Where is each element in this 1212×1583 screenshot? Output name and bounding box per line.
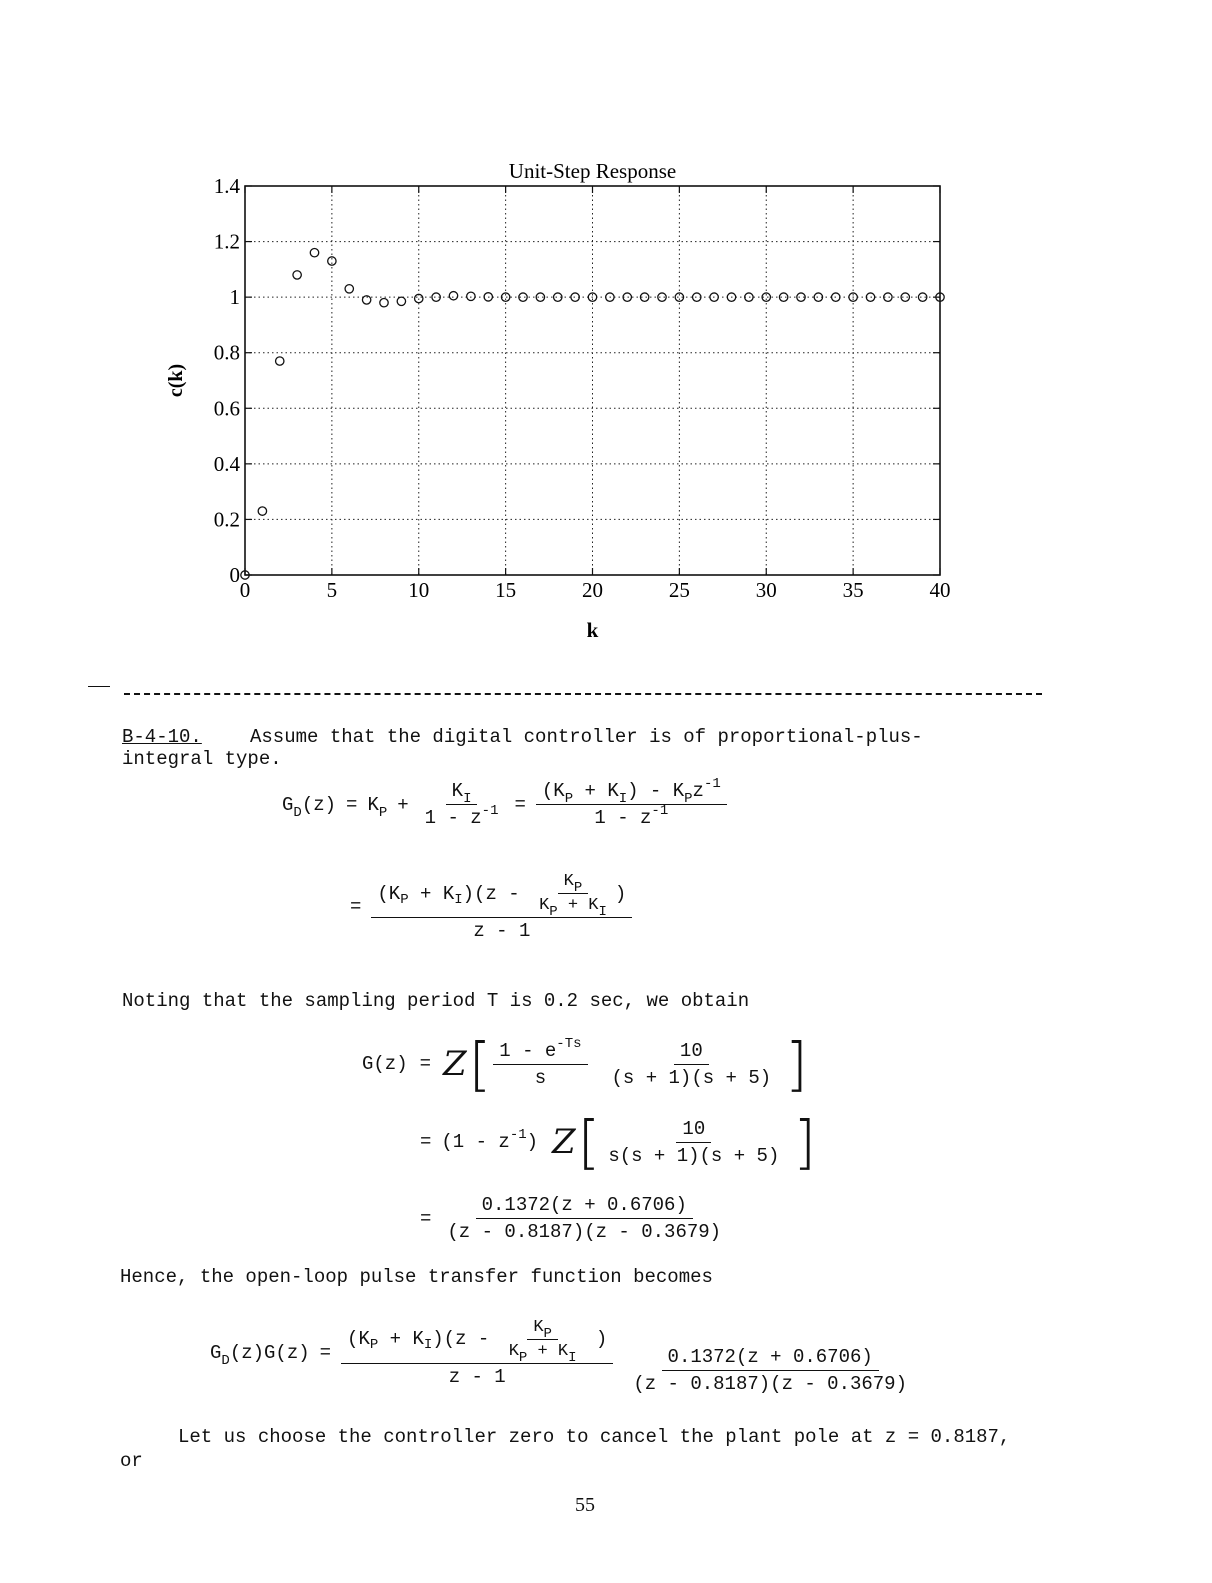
unit-step-response-chart: [150, 150, 970, 650]
y-tick-label: 0.4: [213, 451, 240, 476]
x-tick-label: 40: [929, 578, 951, 602]
combined-fraction: $\frac{(K_P + K_I) - K_Pz^{-1}}{1 - z^{-1}}$: [536, 780, 727, 829]
y-tick-label: 1.2: [213, 229, 240, 254]
data-point: [397, 297, 405, 305]
left-edge-mark: [88, 686, 110, 687]
y-axis-label: c(k): [165, 363, 187, 398]
data-point: [310, 248, 318, 256]
x-tick-label: 0: [239, 578, 251, 602]
equation-pi-controller: $G_D(z)$ = $K_P$ + $\frac{K_I}{1 - z^{-1}}$ = $\frac{(K_P + K_I) - K_Pz^{-1}}{1 - z^{-1}}$: [282, 780, 727, 829]
y-tick-label: 1.4: [213, 174, 240, 198]
ki-fraction: $\frac{K_I}{1 - z^{-1}}$: [424, 780, 499, 829]
x-tick-label: 5: [326, 578, 338, 602]
equation-open-loop: $G_D(z)G(z)$ = (K P + K I )(z - $\frac{K_P}{K_P + K_I}$ ) z - 1 $\frac{0.1372(z + 0.6706)}{(z - 0.8187)(z - 0.3679)}$: [210, 1317, 907, 1395]
or-text: or: [120, 1450, 143, 1472]
x-tick-label: 30: [755, 578, 777, 602]
equation-plant-z-transform: G(z) = Z [ $\frac{1 - e^{-Ts}}{s}$ $\frac{10}{(s + 1)(s + 5)}$ ]: [362, 1030, 808, 1098]
x-axis-label: k: [586, 618, 599, 642]
data-point: [380, 299, 388, 307]
page-number: 55: [575, 1494, 595, 1516]
x-tick-label: 20: [582, 578, 603, 602]
gd-lhs: $G_D(z)$: [282, 793, 337, 821]
z-transform-symbol-2: Z: [552, 1122, 576, 1162]
hence-paragraph: Hence, the open-loop pulse transfer function becomes: [120, 1266, 713, 1288]
z-transform-symbol: Z: [443, 1044, 467, 1084]
problem-intro-line2: integral type.: [122, 748, 282, 770]
data-point: [258, 507, 266, 515]
problem-intro-line1: Assume that the digital controller is of proportional-plus-: [250, 726, 923, 748]
y-tick-label: 0.8: [213, 340, 240, 365]
y-tick-label: 0.6: [213, 396, 240, 421]
kp-term: $K_P$: [367, 793, 388, 821]
section-divider: [124, 693, 1042, 695]
chart-title: Unit-Step Response: [508, 159, 677, 183]
y-tick-label: 0.2: [213, 507, 240, 532]
let-us-paragraph: Let us choose the controller zero to cancel the plant pole at z = 0.8187,: [178, 1426, 1011, 1448]
data-point: [276, 357, 284, 365]
x-tick-label: 15: [495, 578, 517, 602]
problem-label: B-4-10.: [122, 726, 202, 748]
equation-pi-factored: = (K P + K I )(z - $\frac{K_P}{K_P + K_I}$ ) z - 1: [350, 872, 632, 942]
x-tick-label: 35: [842, 578, 864, 602]
data-point: [345, 285, 353, 293]
data-point: [293, 271, 301, 279]
y-tick-label: 1: [229, 285, 240, 310]
data-point: [467, 292, 475, 300]
noting-paragraph: Noting that the sampling period T is 0.2 sec, we obtain: [122, 990, 750, 1012]
x-tick-label: 10: [408, 578, 430, 602]
equation-plant-result: = $\frac{0.1372(z + 0.6706)}{(z - 0.8187)(z - 0.3679)}$: [420, 1194, 722, 1243]
x-tick-label: 25: [668, 578, 690, 602]
data-point: [449, 292, 457, 300]
equation-plant-simplified: = $(1 - z^{-1})$ Z [ $\frac{10}{s(s + 1)(s + 5)}$ ]: [420, 1108, 816, 1176]
y-tick-label: 0: [229, 563, 240, 587]
